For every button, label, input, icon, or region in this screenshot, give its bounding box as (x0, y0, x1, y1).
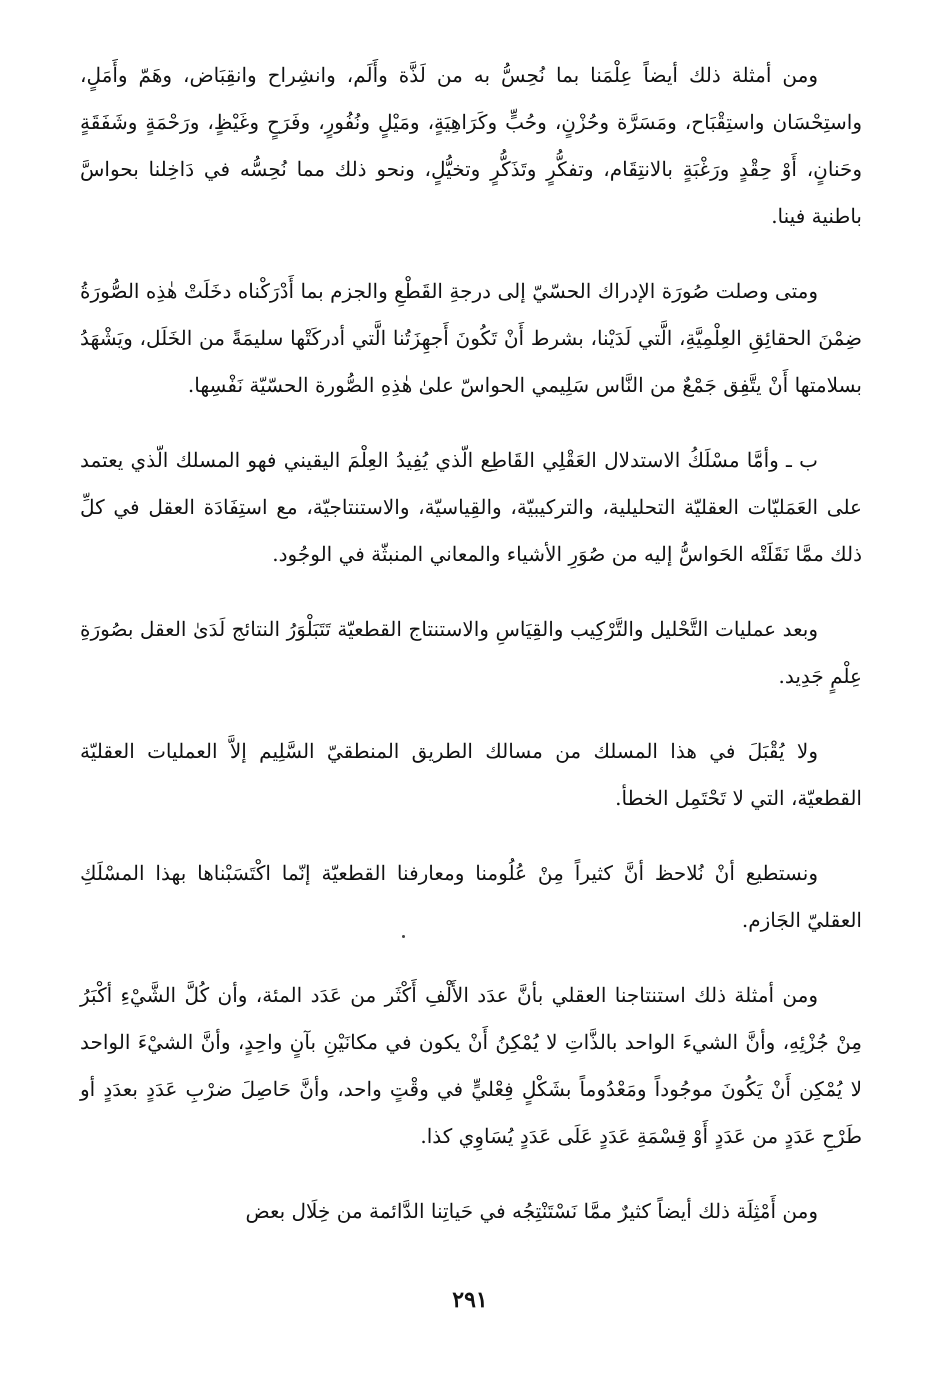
paragraph-5: ولا يُقْبَلَ في هذا المسلك من مسالك الطريق المنطقيّ السَّلِيم إلاَّ العمليات العقليّة القطعيّة، التي لا تَحْتَمِل الخطأ. (80, 739, 862, 810)
paragraph-1: ومن أمثلة ذلك أيضاً عِلْمَنا بما نُحِسُّ به من لَذَّة وأَلَم، وانشِراح وانقِبَاض، وهَمّ وأَمَلٍ، واستِحْسَان واستِقْبَاح، ومَسَرَّة وحُزْنٍ، وحُبٍّ وكَرَاهِيَةٍ، ومَيْلٍ ونُفُورٍ، وفَرَحٍ وغَيْظٍ، ورَحْمَةٍ وشَفَقَةٍ وحَنانٍ، أَوْ حِقْدٍ ورَغْبَةٍ بالانتِقَام، وتفكُّرٍ وتَذَكُّرٍ وتخيُّلٍ، ونحو ذلك مما نُحِسُّه في دَاخِلنا بحواسَّ باطنية فينا. (80, 63, 862, 228)
page-number: ٢٩١ (452, 1287, 488, 1313)
paragraph-8: ومن أَمْثِلَة ذلك أيضاً كثيرٌ ممَّا نَسْتَنْتِجُه في حَياتِنا الدَّائمة من خِلَال بعض (245, 1199, 818, 1223)
paragraph-3: ب ـ وأمَّا مسْلَكُ الاستدلال العَقْلِي القَاطِع الّذي يُفِيدُ العِلْمَ اليقيني فهو المسلك الّذي يعتمد على العَمَليّات العقليّة التحليلية، والتركيبيّة، والقِياسيّة، والاستنتاجيّة، مع استِفَادَة العقل في كلِّ ذلك ممَّا نَقَلَتْه الحَواسُّ إليه من صُوَرِ الأشياء والمعاني المنبثّة في الوجُود. (80, 448, 862, 566)
paragraph-2: ومتى وصلت صُورَة الإدراك الحسّيّ إلى درجةِ القَطْعِ والجزم بما أَدْرَكْناه دخَلَتْ هٰذِه الصُّورَةُ ضِمْنَ الحقائِقِ العِلْمِيَّةِ، الَّتي لَدَيْنا، بشرط أَنْ تَكُونَ أَجهِزَتُنا الَّتي أدركَتْها سليمَةً من الخَلَل، ويَشْهَدُ بسلامتها أَنْ يتَّفِق جَمْعٌ من النَّاس سَلِيمي الحواسّ علىٰ هٰذِهِ الصُّورة الحسّيّة نَفْسِها. (80, 279, 862, 397)
scan-speck (402, 935, 405, 938)
paragraph-4: وبعد عمليات التَّحْليل والتَّرْكِيب والقِيَاسِ والاستنتاج القطعيّة تَتَبَلْوَرُ النتائج لَدَىٰ العقل بصُورَةِ عِلْمٍ جَدِيد. (80, 617, 862, 688)
paragraph-7: ومن أمثلة ذلك استنتاجنا العقلي بأنَّ عدَد الأَلْفِ أَكْثَر من عَدَد المئة، وأن كُلَّ الشَّيْءِ أكْبَرُ مِنْ جُزْئِهِ، وأنَّ الشيءَ الواحد بالذَّاتِ لا يُمْكِنُ أَنْ يكون في مكانَيْنِ بآنٍ واحِدٍ، وأنَّ الشيْءَ الواحد لا يُمْكِن أَنْ يَكُونَ موجُوداً ومَعْدُوماً بشَكْلٍ فِعْليٍّ في وقْتٍ واحد، وأنَّ حَاصِلَ ضرْبِ عَدَدٍ بعدَدٍ أو طَرْحِ عَدَدٍ من عَدَدٍ أَوْ قِسْمَةِ عَدَدٍ عَلَى عَدَدٍ يُسَاوِي كذا. (80, 983, 862, 1148)
page-body (80, 52, 862, 1263)
paragraph-6: ونستطيع أنْ نُلاحظ أنَّ كثيراً مِنْ عُلُومنا ومعارفنا القطعيّة إنّما اكْتَسَبْناها بهذا المسْلَكِ العقليّ الجَازم. (80, 861, 862, 932)
